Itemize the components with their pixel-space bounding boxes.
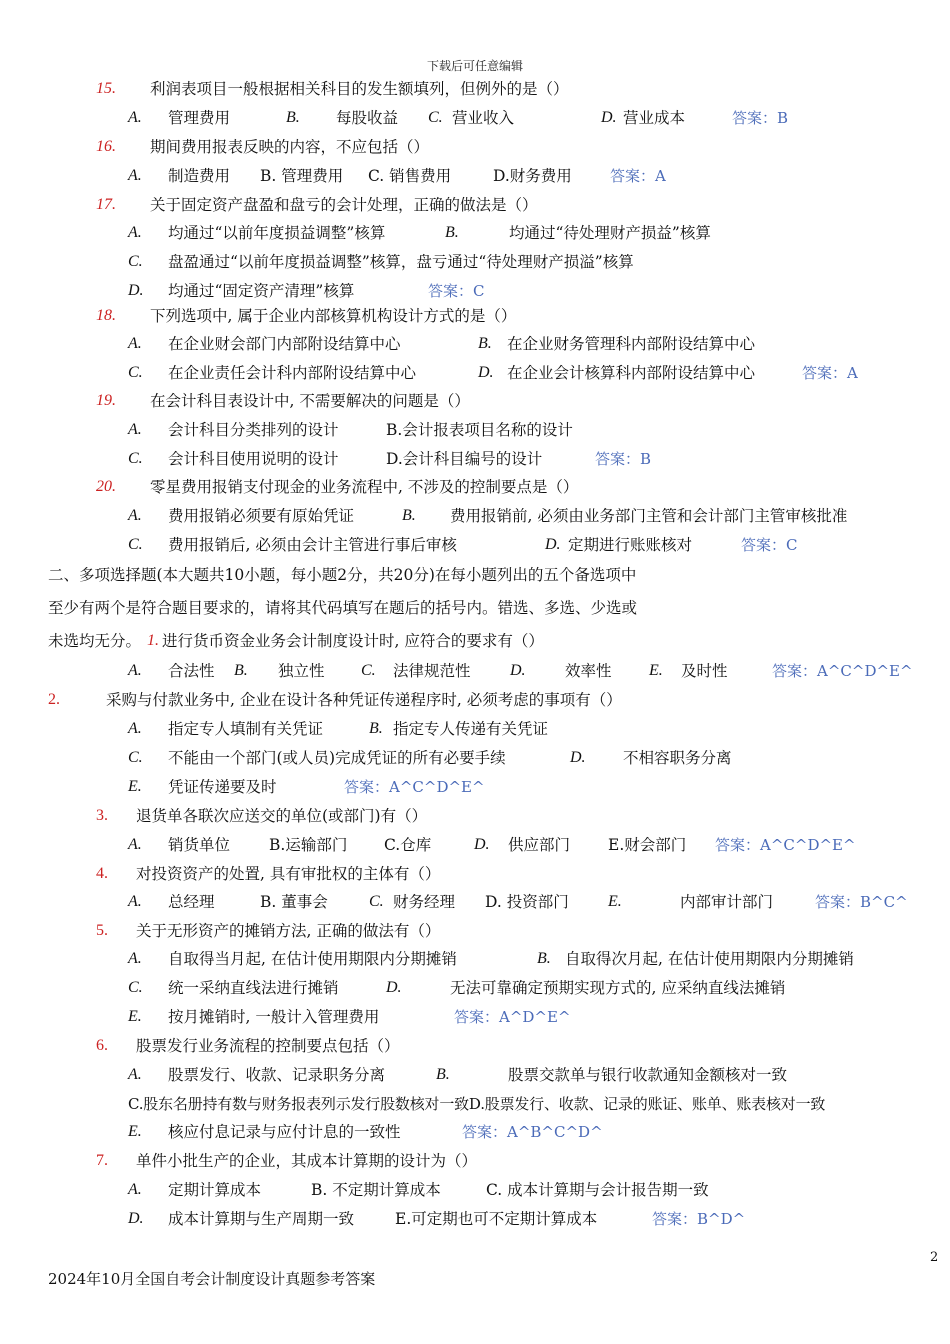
option-label: A. (128, 836, 142, 853)
option-text: 法律规范性 (393, 662, 471, 680)
options-row (0, 1177, 950, 1203)
answer: 答案：B (595, 450, 652, 468)
options-row (0, 163, 950, 189)
option-label: E. (608, 893, 622, 910)
option-text: 自取得当月起, 在估计使用期限内分期摊销 (168, 950, 457, 968)
options-row (0, 832, 950, 858)
question-number: 18. (96, 307, 116, 324)
option-label: D. (386, 979, 402, 996)
option-text: E.可定期也可不定期计算成本 (395, 1210, 598, 1228)
question-m5 (0, 918, 950, 944)
option-label: C. (128, 749, 143, 766)
options-row (0, 1091, 950, 1117)
option-label: D. (570, 749, 586, 766)
option-text: 会计科目分类排列的设计 (168, 421, 339, 439)
options-row (0, 360, 950, 386)
option-text: 总经理 (168, 893, 215, 911)
options-row (0, 716, 950, 742)
option-text: E.财会部门 (608, 836, 687, 854)
question-stem: 零星费用报销支付现金的业务流程中, 不涉及的控制要点是（） (150, 478, 579, 496)
option-text: 统一采纳直线法进行摊销 (168, 979, 339, 997)
option-label: A. (128, 109, 142, 126)
option-text: D.财务费用 (493, 167, 572, 185)
option-text: 内部审计部门 (680, 893, 774, 911)
question-number: 6. (96, 1037, 108, 1054)
option-label: A. (128, 720, 142, 737)
option-text: C. 成本计算期与会计报告期一致 (486, 1181, 709, 1199)
option-label: A. (128, 1181, 142, 1198)
answer: 答案：C (428, 282, 485, 300)
answer: 答案：A (610, 167, 666, 185)
option-text: D.会计科目编号的设计 (386, 450, 543, 468)
option-text: 指定专人传递有关凭证 (393, 720, 549, 738)
option-label: E. (128, 778, 142, 795)
option-label: C. (128, 450, 143, 467)
question-19 (0, 388, 950, 414)
option-text: 无法可靠确定预期实现方式的, 应采纳直线法摊销 (450, 979, 786, 997)
option-text: 定期计算成本 (168, 1181, 262, 1199)
question-18 (0, 303, 950, 329)
section-intro-text: 至少有两个是符合题目要求的，请将其代码填写在题后的括号内。错选、多选、少选或 (48, 599, 638, 617)
question-m4 (0, 861, 950, 887)
options-row (0, 889, 950, 915)
option-text: 在企业责任会计科内部附设结算中心 (168, 364, 417, 382)
question-stem: 期间费用报表反映的内容，不应包括（） (150, 138, 430, 156)
option-text: 效率性 (565, 662, 612, 680)
question-stem: 关于固定资产盘盈和盘亏的会计处理，正确的做法是（） (150, 196, 538, 214)
option-text: 费用报销后, 必须由会计主管进行事后审核 (168, 536, 457, 554)
option-label: C. (128, 536, 143, 553)
option-text: 制造费用 (168, 167, 231, 185)
question-number: 20. (96, 478, 116, 495)
option-text: 营业收入 (452, 109, 515, 127)
option-text: 不能由一个部门(或人员)完成凭证的所有必要手续 (168, 749, 506, 767)
options-row (0, 446, 950, 472)
option-label: B. (402, 507, 416, 524)
option-text: 独立性 (278, 662, 325, 680)
option-text: B. 不定期计算成本 (311, 1181, 441, 1199)
option-label: A. (128, 893, 142, 910)
option-label: C. (369, 893, 384, 910)
section-intro-line (0, 562, 950, 588)
option-text: 定期进行账账核对 (568, 536, 693, 554)
options-row (0, 278, 950, 304)
question-number: 2. (48, 691, 60, 708)
options-row (0, 249, 950, 275)
option-label: A. (128, 335, 142, 352)
option-text: 成本计算期与生产周期一致 (168, 1210, 355, 1228)
options-row (0, 1062, 950, 1088)
option-label: D. (128, 282, 144, 299)
option-text: D. 投资部门 (485, 893, 569, 911)
answer: 答案：A^D^E^ (454, 1008, 571, 1026)
question-16 (0, 134, 950, 160)
question-stem: 在会计科目表设计中, 不需要解决的问题是（） (150, 392, 470, 410)
option-label: B. (369, 720, 383, 737)
page-header: 下载后可任意编辑 (426, 59, 523, 73)
option-label: E. (128, 1123, 142, 1140)
option-label: D. (601, 109, 617, 126)
question-number: 16. (96, 138, 116, 155)
question-number: 17. (96, 196, 116, 213)
option-text: 合法性 (168, 662, 215, 680)
answer: 答案：A^C^D^E^ (715, 836, 856, 854)
option-text: 财务经理 (393, 893, 456, 911)
question-stem: 利润表项目一般根据相关科目的发生额填列，但例外的是（） (150, 80, 569, 98)
question-stem: 进行货币资金业务会计制度设计时, 应符合的要求有（） (162, 632, 544, 650)
options-row (0, 1004, 950, 1030)
option-text: 股票发行、收款、记录职务分离 (168, 1066, 386, 1084)
options-row (0, 220, 950, 246)
option-text: 均通过“以前年度损益调整”核算 (168, 224, 386, 242)
option-text: 费用报销前, 必须由业务部门主管和会计部门主管审核批准 (450, 507, 848, 525)
option-label: C. (128, 979, 143, 996)
option-label: B. (537, 950, 551, 967)
question-17 (0, 192, 950, 218)
question-stem: 股票发行业务流程的控制要点包括（） (136, 1037, 400, 1055)
option-text: C.股东名册持有数与财务报表列示发行股数核对一致D.股票发行、收款、记录的账证、账单、账表核对一致 (128, 1095, 826, 1113)
question-number: 1. (147, 632, 159, 649)
option-text: 销货单位 (168, 836, 231, 854)
option-text: 盘盈通过“以前年度损益调整”核算，盘亏通过“待处理财产损溢”核算 (168, 253, 634, 271)
options-row (0, 1206, 950, 1232)
option-label: D. (545, 536, 561, 553)
question-m2 (0, 687, 950, 713)
option-label: A. (128, 662, 142, 679)
option-text: 自取得次月起, 在估计使用期限内分期摊销 (565, 950, 854, 968)
options-row (0, 1119, 950, 1145)
option-label: A. (128, 507, 142, 524)
option-label: A. (128, 421, 142, 438)
option-label: B. (436, 1066, 450, 1083)
option-text: B. 董事会 (260, 893, 328, 911)
option-text: 在企业财务管理科内部附设结算中心 (507, 335, 756, 353)
answer: 答案：C (741, 536, 798, 554)
option-text: 及时性 (681, 662, 728, 680)
option-label: D. (478, 364, 494, 381)
section-intro-line (0, 628, 950, 654)
question-20 (0, 474, 950, 500)
options-row (0, 946, 950, 972)
question-number: 19. (96, 392, 116, 409)
option-text: C.仓库 (384, 836, 432, 854)
option-text: 股票交款单与银行收款通知金额核对一致 (508, 1066, 788, 1084)
question-stem: 下列选项中, 属于企业内部核算机构设计方式的是（） (150, 307, 517, 325)
option-text: 营业成本 (623, 109, 686, 127)
answer: 答案：B^C^ (815, 893, 908, 911)
option-text: 费用报销必须要有原始凭证 (168, 507, 355, 525)
answer: 答案：A (802, 364, 858, 382)
option-label: C. (128, 364, 143, 381)
option-label: D. (510, 662, 526, 679)
options-row (0, 774, 950, 800)
section-intro-text: 未选均无分。 (48, 632, 142, 650)
answer: 答案：A^C^D^E^ (772, 662, 913, 680)
option-label: C. (361, 662, 376, 679)
options-row (0, 658, 950, 684)
question-number: 7. (96, 1152, 108, 1169)
options-row (0, 532, 950, 558)
page-number: 2 (930, 1250, 939, 1265)
answer: 答案：B^D^ (652, 1210, 746, 1228)
option-label: B. (234, 662, 248, 679)
answer: 答案：A^B^C^D^ (462, 1123, 603, 1141)
option-text: C. 销售费用 (368, 167, 452, 185)
option-text: 管理费用 (168, 109, 231, 127)
options-row (0, 331, 950, 357)
option-label: E. (128, 1008, 142, 1025)
option-text: B.运输部门 (269, 836, 348, 854)
option-label: B. (478, 335, 492, 352)
option-label: C. (428, 109, 443, 126)
option-text: 核应付息记录与应付计息的一致性 (168, 1123, 401, 1141)
option-label: D. (128, 1210, 144, 1227)
option-label: A. (128, 224, 142, 241)
option-text: 供应部门 (508, 836, 571, 854)
option-label: E. (649, 662, 663, 679)
option-text: 凭证传递要及时 (168, 778, 277, 796)
option-label: D. (474, 836, 490, 853)
answer: 答案：B (732, 109, 789, 127)
option-label: A. (128, 950, 142, 967)
options-row (0, 417, 950, 443)
question-stem: 退货单各联次应送交的单位(或部门)有（） (136, 807, 428, 825)
question-stem: 采购与付款业务中, 企业在设计各种凭证传递程序时, 必须考虑的事项有（） (106, 691, 622, 709)
option-text: B. 管理费用 (260, 167, 344, 185)
question-m3 (0, 803, 950, 829)
section-intro-line (0, 595, 950, 621)
option-text: 按月摊销时, 一般计入管理费用 (168, 1008, 380, 1026)
option-text: 均通过“固定资产清理”核算 (168, 282, 355, 300)
option-label: A. (128, 1066, 142, 1083)
option-text: 会计科目使用说明的设计 (168, 450, 339, 468)
question-number: 15. (96, 80, 116, 97)
question-stem: 对投资资产的处置, 具有审批权的主体有（） (136, 865, 441, 883)
question-number: 3. (96, 807, 108, 824)
question-m6 (0, 1033, 950, 1059)
options-row (0, 503, 950, 529)
page-footer: 2024年10月全国自考会计制度设计真题参考答案 (48, 1270, 376, 1288)
option-label: B. (286, 109, 300, 126)
option-text: B.会计报表项目名称的设计 (386, 421, 573, 439)
option-label: A. (128, 167, 142, 184)
options-row (0, 975, 950, 1001)
option-text: 每股收益 (336, 109, 399, 127)
section-intro-text: 二、多项选择题(本大题共10小题，每小题2分，共20分)在每小题列出的五个备选项中 (48, 566, 637, 584)
question-stem: 单件小批生产的企业，其成本计算期的设计为（） (136, 1152, 478, 1170)
question-m7 (0, 1148, 950, 1174)
options-row (0, 745, 950, 771)
question-number: 5. (96, 922, 108, 939)
question-15 (0, 76, 950, 102)
option-text: 在企业会计核算科内部附设结算中心 (507, 364, 756, 382)
question-number: 4. (96, 865, 108, 882)
question-stem: 关于无形资产的摊销方法, 正确的做法有（） (136, 922, 441, 940)
option-text: 指定专人填制有关凭证 (168, 720, 324, 738)
option-label: B. (445, 224, 459, 241)
option-text: 不相容职务分离 (623, 749, 732, 767)
options-row (0, 105, 950, 131)
option-text: 在企业财会部门内部附设结算中心 (168, 335, 401, 353)
option-label: C. (128, 253, 143, 270)
answer: 答案：A^C^D^E^ (344, 778, 485, 796)
option-text: 均通过“待处理财产损益”核算 (509, 224, 711, 242)
